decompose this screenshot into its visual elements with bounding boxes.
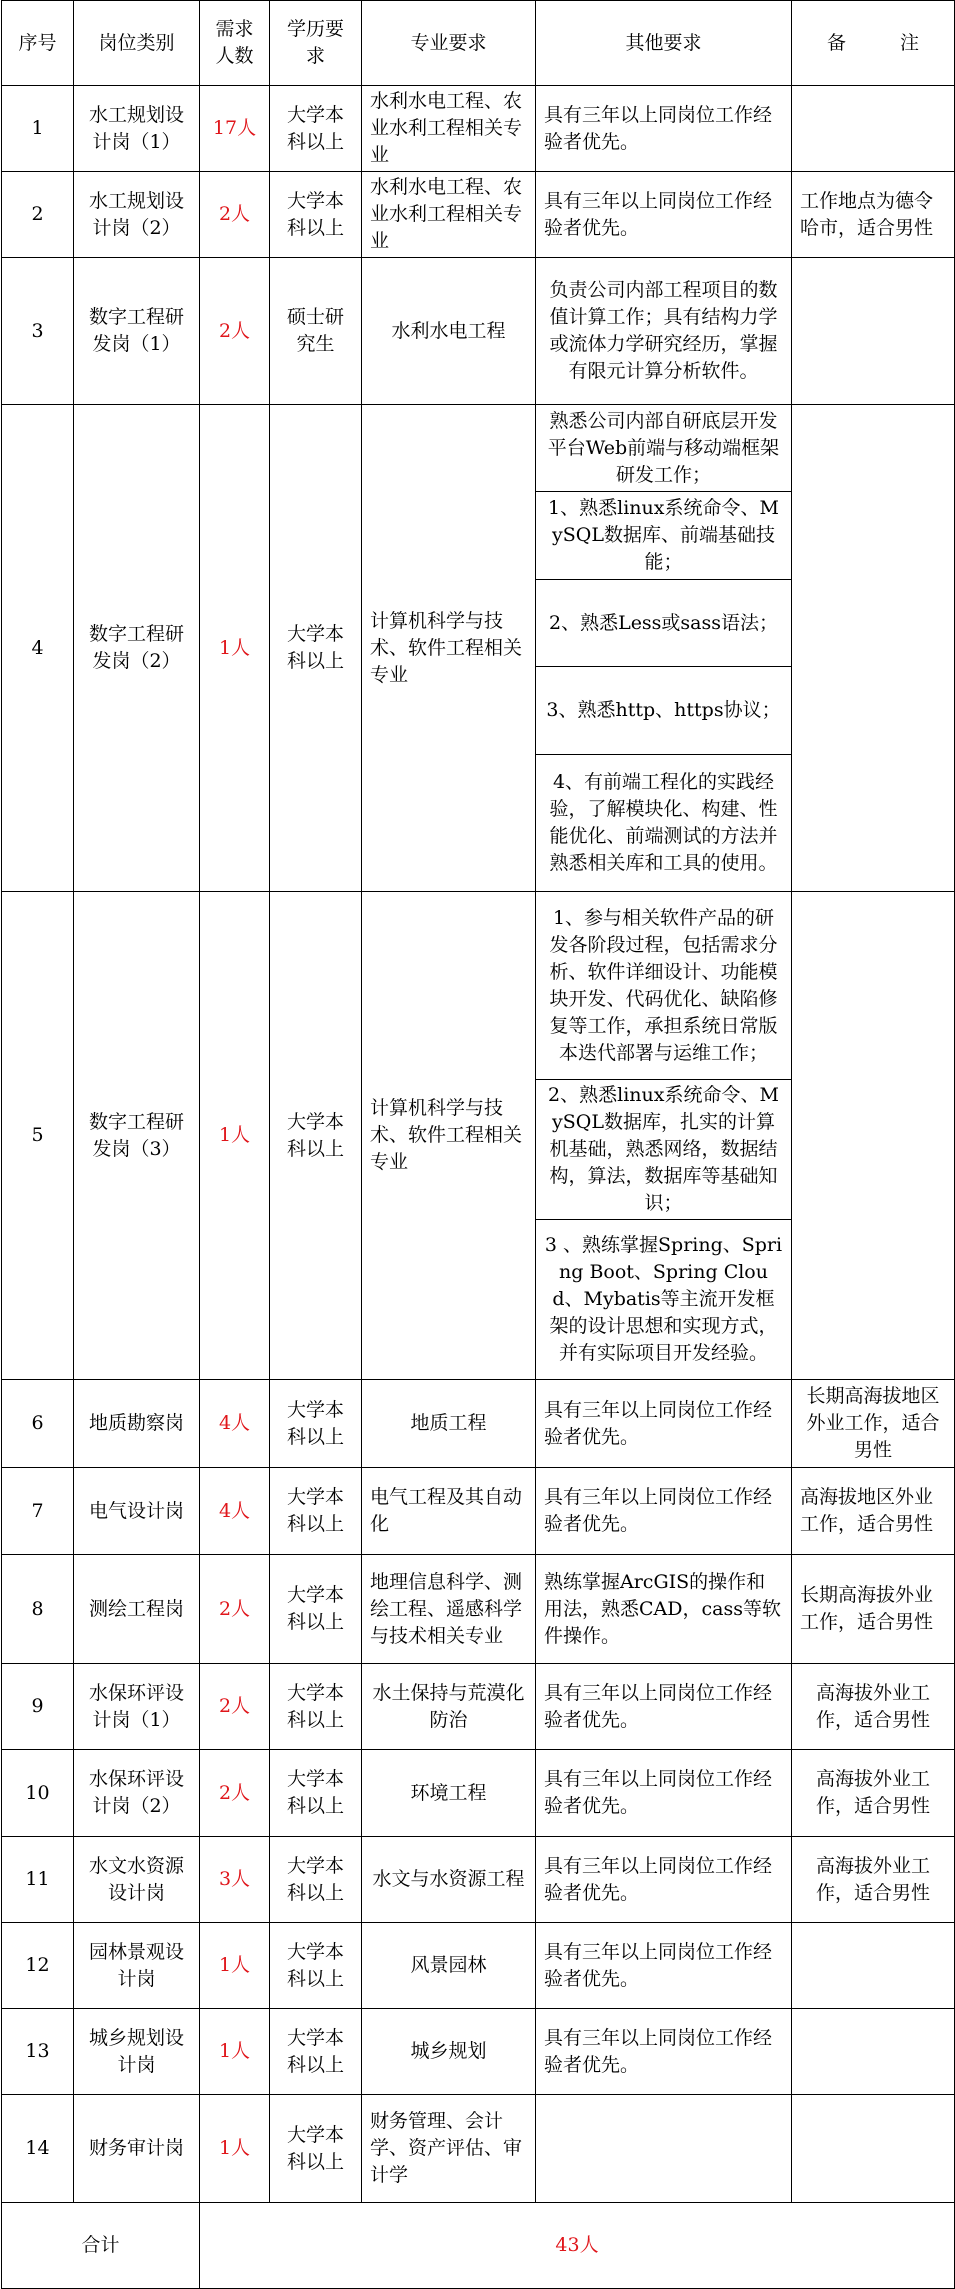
cell-count: 4人	[200, 1468, 270, 1555]
cell-note	[792, 2009, 955, 2095]
cell-count: 1人	[200, 405, 270, 892]
cell-note	[792, 1923, 955, 2009]
recruitment-table	[1, 0, 955, 2289]
header-major: 专业要求	[362, 1, 536, 86]
cell-other: 具有三年以上同岗位工作经验者优先。	[536, 172, 792, 258]
cell-count: 1人	[200, 2095, 270, 2203]
cell-education: 大学本 科以上	[270, 2009, 362, 2095]
cell-education: 大学本 科以上	[270, 1468, 362, 1555]
cell-count: 2人	[200, 258, 270, 405]
cell-count: 2人	[200, 1750, 270, 1837]
cell-no: 9	[2, 1664, 74, 1750]
table-row	[2, 1468, 955, 1555]
cell-major: 水文与水资源工程	[362, 1837, 536, 1923]
cell-education: 大学本 科以上	[270, 2095, 362, 2203]
cell-note: 高海拔外业工作，适合男性	[792, 1837, 955, 1923]
cell-education: 大学本 科以上	[270, 86, 362, 172]
header-category: 岗位类别	[74, 1, 200, 86]
header-note: 备 注	[792, 1, 955, 86]
table-row	[2, 86, 955, 172]
table-row	[2, 172, 955, 258]
cell-no: 12	[2, 1923, 74, 2009]
cell-major: 地质工程	[362, 1380, 536, 1468]
cell-education: 大学本 科以上	[270, 1837, 362, 1923]
cell-no: 1	[2, 86, 74, 172]
cell-education: 大学本 科以上	[270, 892, 362, 1380]
cell-category: 数字工程研 发岗（1）	[74, 258, 200, 405]
cell-category: 电气设计岗	[74, 1468, 200, 1555]
cell-category: 水工规划设 计岗（1）	[74, 86, 200, 172]
cell-note	[792, 258, 955, 405]
cell-category: 园林景观设 计岗	[74, 1923, 200, 2009]
cell-no: 11	[2, 1837, 74, 1923]
cell-other: 具有三年以上同岗位工作经验者优先。	[536, 1750, 792, 1837]
cell-no: 2	[2, 172, 74, 258]
cell-major: 水利水电工程、农业水利工程相关专业	[362, 86, 536, 172]
cell-major: 电气工程及其自动化	[362, 1468, 536, 1555]
cell-no: 13	[2, 2009, 74, 2095]
cell-no: 8	[2, 1555, 74, 1664]
cell-major: 地理信息科学、测绘工程、遥感科学与技术相关专业	[362, 1555, 536, 1664]
cell-other-part: 熟悉公司内部自研底层开发平台Web前端与移动端框架研发工作；	[536, 405, 792, 492]
cell-other: 具有三年以上同岗位工作经验者优先。	[536, 86, 792, 172]
header-count: 需求 人数	[200, 1, 270, 86]
cell-note	[792, 2095, 955, 2203]
cell-category: 财务审计岗	[74, 2095, 200, 2203]
cell-major: 计算机科学与技术、软件工程相关专业	[362, 892, 536, 1380]
cell-category: 水保环评设 计岗（1）	[74, 1664, 200, 1750]
cell-note	[792, 892, 955, 1380]
cell-note: 长期高海拔地区外业工作，适合男性	[792, 1380, 955, 1468]
table-row	[2, 2095, 955, 2203]
cell-no: 5	[2, 892, 74, 1380]
table-row	[2, 892, 955, 1080]
cell-note: 高海拔地区外业工作，适合男性	[792, 1468, 955, 1555]
table-row	[2, 1750, 955, 1837]
cell-other-part: 3、熟悉http、https协议；	[536, 667, 792, 755]
cell-no: 6	[2, 1380, 74, 1468]
cell-count: 1人	[200, 892, 270, 1380]
cell-other: 具有三年以上同岗位工作经验者优先。	[536, 1923, 792, 2009]
cell-education: 大学本 科以上	[270, 1923, 362, 2009]
cell-other: 具有三年以上同岗位工作经验者优先。	[536, 1837, 792, 1923]
total-row	[2, 2203, 955, 2289]
cell-other	[536, 2095, 792, 2203]
cell-major: 水利水电工程	[362, 258, 536, 405]
cell-category: 城乡规划设 计岗	[74, 2009, 200, 2095]
cell-count: 2人	[200, 1555, 270, 1664]
cell-count: 17人	[200, 86, 270, 172]
cell-category: 数字工程研 发岗（3）	[74, 892, 200, 1380]
total-value: 43人	[200, 2203, 955, 2289]
cell-count: 3人	[200, 1837, 270, 1923]
cell-education: 大学本 科以上	[270, 172, 362, 258]
table-row	[2, 2009, 955, 2095]
cell-note	[792, 405, 955, 892]
cell-other-part: 3 、熟练掌握Spring、Spring Boot、Spring Cloud、Mybatis等主流开发框架的设计思想和实现方式，并有实际项目开发经验。	[536, 1220, 792, 1380]
cell-major: 城乡规划	[362, 2009, 536, 2095]
cell-note: 高海拔外业工作，适合男性	[792, 1664, 955, 1750]
cell-education: 大学本 科以上	[270, 405, 362, 892]
cell-other: 熟练掌握ArcGIS的操作和用法，熟悉CAD，cass等软件操作。	[536, 1555, 792, 1664]
cell-other: 具有三年以上同岗位工作经验者优先。	[536, 1664, 792, 1750]
cell-count: 2人	[200, 1664, 270, 1750]
header-no: 序号	[2, 1, 74, 86]
cell-education: 硕士研 究生	[270, 258, 362, 405]
cell-major: 水土保持与荒漠化防治	[362, 1664, 536, 1750]
table-row	[2, 258, 955, 405]
cell-education: 大学本 科以上	[270, 1750, 362, 1837]
header-other: 其他要求	[536, 1, 792, 86]
cell-other-part: 1、参与相关软件产品的研发各阶段过程，包括需求分析、软件详细设计、功能模块开发、代码优化、缺陷修复等工作，承担系统日常版本迭代部署与运维工作；	[536, 892, 792, 1080]
cell-category: 水工规划设 计岗（2）	[74, 172, 200, 258]
cell-major: 风景园林	[362, 1923, 536, 2009]
table-row	[2, 1555, 955, 1664]
cell-no: 7	[2, 1468, 74, 1555]
cell-note: 工作地点为德令哈市，适合男性	[792, 172, 955, 258]
cell-major: 水利水电工程、农业水利工程相关专业	[362, 172, 536, 258]
cell-other: 具有三年以上同岗位工作经验者优先。	[536, 2009, 792, 2095]
cell-major: 财务管理、会计学、资产评估、审计学	[362, 2095, 536, 2203]
cell-note	[792, 86, 955, 172]
cell-other-part: 4、有前端工程化的实践经验，了解模块化、构建、性能优化、前端测试的方法并熟悉相关库和工具的使用。	[536, 755, 792, 892]
cell-count: 1人	[200, 1923, 270, 2009]
cell-major: 环境工程	[362, 1750, 536, 1837]
header-row	[2, 1, 955, 86]
table-row	[2, 405, 955, 492]
cell-other: 具有三年以上同岗位工作经验者优先。	[536, 1468, 792, 1555]
cell-other-part: 2、熟悉linux系统命令、MySQL数据库，扎实的计算机基础，熟悉网络，数据结构，算法，数据库等基础知识；	[536, 1080, 792, 1220]
cell-no: 14	[2, 2095, 74, 2203]
cell-category: 数字工程研 发岗（2）	[74, 405, 200, 892]
cell-other: 负责公司内部工程项目的数值计算工作；具有结构力学或流体力学研究经历，掌握有限元计算分析软件。	[536, 258, 792, 405]
cell-education: 大学本 科以上	[270, 1380, 362, 1468]
cell-no: 10	[2, 1750, 74, 1837]
cell-education: 大学本 科以上	[270, 1664, 362, 1750]
cell-category: 地质勘察岗	[74, 1380, 200, 1468]
header-education: 学历要 求	[270, 1, 362, 86]
cell-note: 长期高海拔外业工作，适合男性	[792, 1555, 955, 1664]
cell-other-part: 1、熟悉linux系统命令、MySQL数据库、前端基础技能；	[536, 492, 792, 580]
table-row	[2, 1837, 955, 1923]
cell-category: 水文水资源 设计岗	[74, 1837, 200, 1923]
table-row	[2, 1380, 955, 1468]
cell-note: 高海拔外业工作，适合男性	[792, 1750, 955, 1837]
cell-category: 水保环评设 计岗（2）	[74, 1750, 200, 1837]
cell-no: 4	[2, 405, 74, 892]
total-label: 合计	[2, 2203, 200, 2289]
cell-count: 2人	[200, 172, 270, 258]
cell-major: 计算机科学与技术、软件工程相关专业	[362, 405, 536, 892]
cell-count: 4人	[200, 1380, 270, 1468]
cell-other-part: 2、熟悉Less或sass语法；	[536, 580, 792, 667]
cell-other: 具有三年以上同岗位工作经验者优先。	[536, 1380, 792, 1468]
cell-education: 大学本 科以上	[270, 1555, 362, 1664]
cell-count: 1人	[200, 2009, 270, 2095]
table-row	[2, 1923, 955, 2009]
cell-no: 3	[2, 258, 74, 405]
table-row	[2, 1664, 955, 1750]
cell-category: 测绘工程岗	[74, 1555, 200, 1664]
